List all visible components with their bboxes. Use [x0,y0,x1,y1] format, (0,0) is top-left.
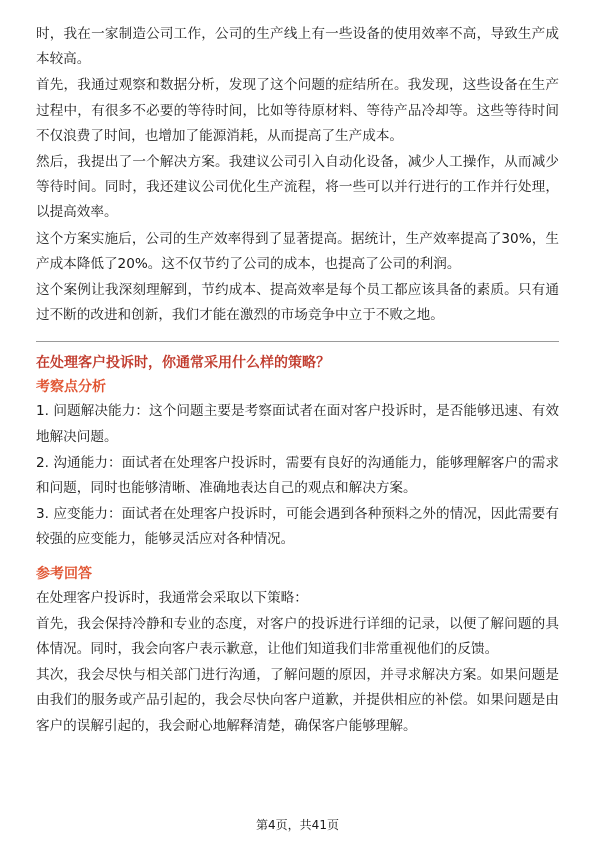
section-divider [36,341,559,342]
analysis-item: 1. 问题解决能力：这个问题主要是考察面试者在面对客户投诉时，是否能够迅速、有效地解决问题。 [36,403,559,445]
body-paragraph: 这个案例让我深刻理解到，节约成本、提高效率是每个员工都应该具备的素质。只有通过不断的改进和创新，我们才能在激烈的市场竞争中立于不败之地。 [36,282,559,324]
page-content [36,22,559,739]
body-paragraph: 时，我在一家制造公司工作，公司的生产线上有一些设备的使用效率不高，导致生产成本较高。 [36,26,559,68]
reference-answer-heading: 参考回答 [36,565,92,582]
body-paragraph: 这个方案实施后，公司的生产效率得到了显著提高。据统计，生产效率提高了30%，生产成本降低了20%。这不仅节约了公司的成本，也提高了公司的利润。 [36,230,559,272]
analysis-heading: 考察点分析 [36,379,106,396]
reference-paragraph: 在处理客户投诉时，我通常会采取以下策略： [36,589,308,606]
body-paragraph: 首先，我通过观察和数据分析，发现了这个问题的症结所在。我发现，这些设备在生产过程中，有很多不必要的等待时间，比如等待原材料、等待产品冷却等。这些等待时间不仅浪费了时间，也增加了能源消耗，从而提高了生产成本。 [36,77,559,144]
body-paragraph: 然后，我提出了一个解决方案。我建议公司引入自动化设备，减少人工操作，从而减少等待时间。同时，我还建议公司优化生产流程，将一些可以并行进行的工作并行处理，以提高效率。 [36,154,559,221]
interview-question: 在处理客户投诉时，你通常采用什么样的策略？ [36,355,330,372]
reference-paragraph: 首先，我会保持冷静和专业的态度，对客户的投诉进行详细的记录，以便了解问题的具体情况。同时，我会向客户表示歉意，让他们知道我们非常重视他们的反馈。 [36,615,559,658]
analysis-item: 2. 沟通能力：面试者在处理客户投诉时，需要有良好的沟通能力，能够理解客户的需求和问题，同时也能够清晰、准确地表达自己的观点和解决方案。 [36,454,559,497]
page-number: 第4页，共41页 [256,818,339,832]
reference-paragraph: 其次，我会尽快与相关部门进行沟通，了解问题的原因，并寻求解决方案。如果问题是由我们的服务或产品引起的，我会尽快向客户道歉，并提供相应的补偿。如果问题是由客户的误解引起的，我会耐心地解释清楚，确保客户能够理解。 [36,667,559,734]
analysis-item: 3. 应变能力：面试者在处理客户投诉时，可能会遇到各种预料之外的情况，因此需要有较强的应变能力，能够灵活应对各种情况。 [36,506,559,548]
